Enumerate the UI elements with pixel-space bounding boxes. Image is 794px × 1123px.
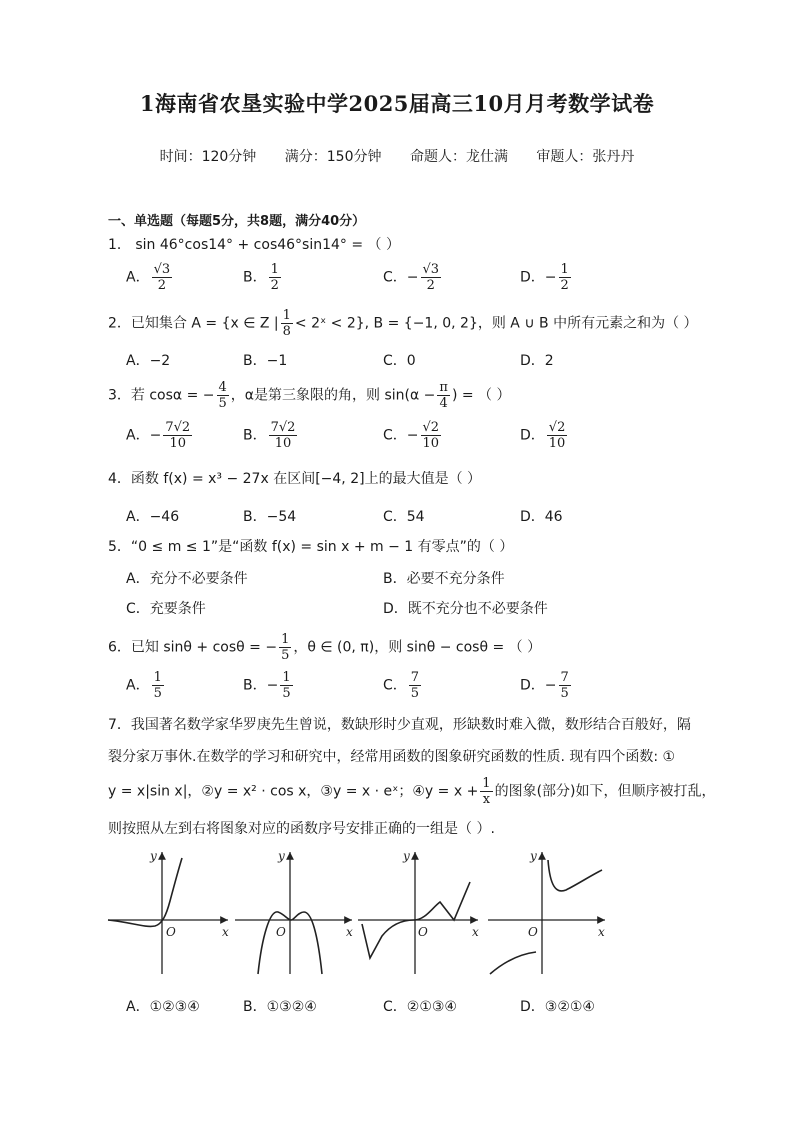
graph-2-y-label: y xyxy=(278,849,285,863)
question-2-stem: 2．已知集合 A = {x ∈ Z | $\frac{1}{8}$ < 2ˣ < 2}, B = {−1, 0, 2}，则 A ∪ B 中所有元素之和为（ ） xyxy=(108,308,698,339)
question-2-option-b: B．−1 xyxy=(243,353,288,369)
question-6-option-b: B．− $\frac{1}{5}$ xyxy=(243,670,291,701)
question-1-option-b: B． $\frac{1}{2}$ xyxy=(243,262,279,293)
exam-meta xyxy=(0,146,794,166)
question-5-option-d: D．既不充分也不必要条件 xyxy=(383,601,548,617)
graph-1-y-label: y xyxy=(150,849,157,863)
graph-2-origin: O xyxy=(276,925,286,939)
question-7-line-4: 则按照从左到右将图象对应的函数序号安排正确的一组是（ ）. xyxy=(108,821,495,837)
graph-4-origin: O xyxy=(528,925,538,939)
section-heading: 一、单选题（每题5分，共8题，满分40分） xyxy=(108,214,366,229)
question-1-option-a: A． $\frac{√3}{2}$ xyxy=(126,262,171,293)
graph-3-origin: O xyxy=(418,925,428,939)
question-3-stem: 3．若 cosα = − $\frac{4}{5}$ ，α是第三象限的角，则 sin(α − $\frac{\pi}{4}$ ) = （ ） xyxy=(108,380,511,411)
question-1-option-d: D．− $\frac{1}{2}$ xyxy=(520,262,569,293)
graph-3-y-label: y xyxy=(403,849,410,863)
graph-4 xyxy=(488,852,605,974)
question-7-option-c: C．②①③④ xyxy=(383,999,457,1015)
exam-score: 满分：150分钟 xyxy=(284,149,382,165)
question-6-option-a: A． $\frac{1}{5}$ xyxy=(126,670,162,701)
question-3-option-c: C．− $\frac{√2}{10}$ xyxy=(383,420,440,451)
graph-3 xyxy=(358,852,478,974)
question-4-option-b: B．−54 xyxy=(243,509,297,525)
question-4-stem: 4．函数 f(x) = x³ − 27x 在区间[−4, 2]上的最大值是（ ） xyxy=(108,471,482,487)
graph-1 xyxy=(108,852,228,974)
question-7-option-b: B．①③②④ xyxy=(243,999,317,1015)
question-4-option-a: A．−46 xyxy=(126,509,180,525)
graph-2 xyxy=(235,852,352,974)
question-2-option-d: D．2 xyxy=(520,353,554,369)
page-title: 1海南省农垦实验中学2025届高三10月月考数学试卷 xyxy=(139,91,655,116)
question-4-option-d: D．46 xyxy=(520,509,563,525)
question-3-option-a: A．− $\frac{7√2}{10}$ xyxy=(126,420,191,451)
graph-3-x-label: x xyxy=(472,925,479,939)
graph-4-x-label: x xyxy=(598,925,605,939)
question-7-option-a: A．①②③④ xyxy=(126,999,200,1015)
question-2-option-a: A．−2 xyxy=(126,353,171,369)
exam-author: 命题人：龙仕满 xyxy=(409,149,508,165)
graph-2-x-label: x xyxy=(346,925,353,939)
graph-labels xyxy=(149,849,605,939)
question-2-option-c: C．0 xyxy=(383,353,416,369)
question-4-option-c: C．54 xyxy=(383,509,425,525)
question-5-option-c: C．充要条件 xyxy=(126,601,206,617)
graph-4-y-label: y xyxy=(530,849,537,863)
question-5-option-b: B．必要不充分条件 xyxy=(383,571,505,587)
question-7-option-d: D．③②①④ xyxy=(520,999,595,1015)
graph-1-x-label: x xyxy=(222,925,229,939)
question-1-stem: 1． sin 46°cos14° + cos46°sin14° = （ ） xyxy=(108,237,401,253)
question-3-option-d: D． $\frac{√2}{10}$ xyxy=(520,420,566,451)
question-1-option-c: C．− $\frac{√3}{2}$ xyxy=(383,262,440,293)
exam-reviewer: 审题人：张丹丹 xyxy=(536,149,635,165)
question-5-stem: 5．“0 ≤ m ≤ 1”是“函数 f(x) = sin x + m − 1 有零点”的（ ） xyxy=(108,539,514,555)
exam-time: 时间：120分钟 xyxy=(159,149,257,165)
graph-1-origin: O xyxy=(166,925,176,939)
question-3-option-b: B． $\frac{7√2}{10}$ xyxy=(243,420,296,451)
question-7-line-2: 裂分家万事休.在数学的学习和研究中，经常用函数的图象研究函数的性质. 现有四个函数: ① xyxy=(108,749,676,765)
question-6-stem: 6．已知 sinθ + cosθ = − $\frac{1}{5}$ ，θ ∈ (0, π)，则 sinθ − cosθ = （ ） xyxy=(108,632,542,663)
question-7-line-1: 7．我国著名数学家华罗庚先生曾说，数缺形时少直观，形缺数时难入微，数形结合百般好，隔 xyxy=(108,717,691,733)
question-7-line-3: y = x|sin x|，②y = x² · cos x，③y = x · eˣ；④y = x + $\frac{1}{x}$ 的图象(部分)如下，但顺序被打乱， xyxy=(108,776,716,807)
function-graphs xyxy=(100,846,620,981)
question-6-option-c: C． $\frac{7}{5}$ xyxy=(383,670,420,701)
question-6-option-d: D．− $\frac{7}{5}$ xyxy=(520,670,569,701)
question-5-option-a: A．充分不必要条件 xyxy=(126,571,248,587)
